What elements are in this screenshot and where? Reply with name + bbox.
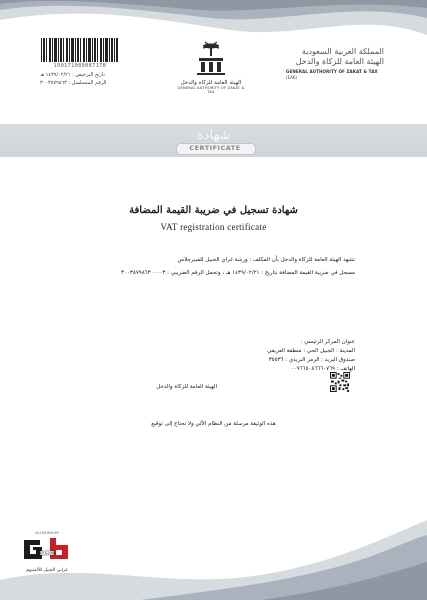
palm-emblem-icon <box>191 40 231 78</box>
address-heading: عنوان المركز الرئيسي : <box>300 339 355 345</box>
authority-right-name-ar: الهيئة العامة للزكاة والدخل <box>295 57 384 66</box>
address-phone: الهاتف : ٠٠٩٦٦٥٠٨٦٦٦٠٧٦٩ <box>290 366 355 372</box>
signature-authority: الهيئة العامة للزكاة والدخل <box>156 384 217 390</box>
registration-statement: مسجل في ضريبة القيمة المضافة بتاريخ : ١٤٣٩/٠٢/٢١ هـ ، وتحمل الرقم الضريبي : ٣٠٠٣٨٧٩٨٦٣٠٠٠٠٣ <box>121 270 355 276</box>
kingdom-name-ar: المملكة العربية السعودية <box>301 47 384 56</box>
authority-name-en: GENERAL AUTHORITY OF ZAKAT & TAX <box>177 86 245 94</box>
brand-badge-text: GRAY AL JUBAIL <box>37 552 57 556</box>
taxpayer-statement: تشهد الهيئة العامة للزكاة والدخل بأن المكلف : ورشة غراي الجبيل للفيبرجلاس <box>177 257 355 263</box>
brand-name-ar: غرابي الجبيل للألمنيوم <box>26 568 68 573</box>
address-postal: صندوق البريد : الرمز البريدي : ٣٥٥٣٦ <box>268 357 355 363</box>
auto-generated-note: هذه الوثيقة مرسلة من النظام الآلي ولا تحتاج إلى توقيع <box>151 421 276 427</box>
serial-number: الرقم المتسلسل : ٣٠٠٣٨٧٩٨٦٣ <box>40 80 107 86</box>
authority-right-logo <box>286 47 384 80</box>
banner-title-en: CERTIFICATE <box>189 144 241 152</box>
license-meta <box>40 71 106 87</box>
address-city: المدينة : الجبيل الحي : منطقة العريفي <box>267 348 355 354</box>
authority-center-logo <box>176 40 246 94</box>
banner-title-ar: شهادة <box>196 128 231 143</box>
barcode-image <box>40 38 120 62</box>
company-brand-logo <box>22 530 72 573</box>
certificate-title-ar: شهادة تسجيل في ضريبة القيمة المضافة <box>129 205 298 216</box>
barcode-number: 10017100008717B <box>53 63 107 69</box>
head-office-address <box>65 338 355 374</box>
certificate-title-en: VAT registration certificate <box>160 222 267 232</box>
brand-mark-icon <box>22 536 72 562</box>
issue-date: تاريخ الترخيص : ١٤٣٩/٠٢/٢١ هـ <box>40 72 105 78</box>
authority-name-ar: الهيئة العامة للزكاة والدخل <box>180 80 242 86</box>
brand-tagline: ALUMINIUM <box>35 530 59 535</box>
authority-code: (1A6) <box>286 75 297 80</box>
qr-code-icon <box>330 372 350 392</box>
authority-right-name-en: GENERAL AUTHORITY OF ZAKAT & TAX <box>286 69 378 74</box>
